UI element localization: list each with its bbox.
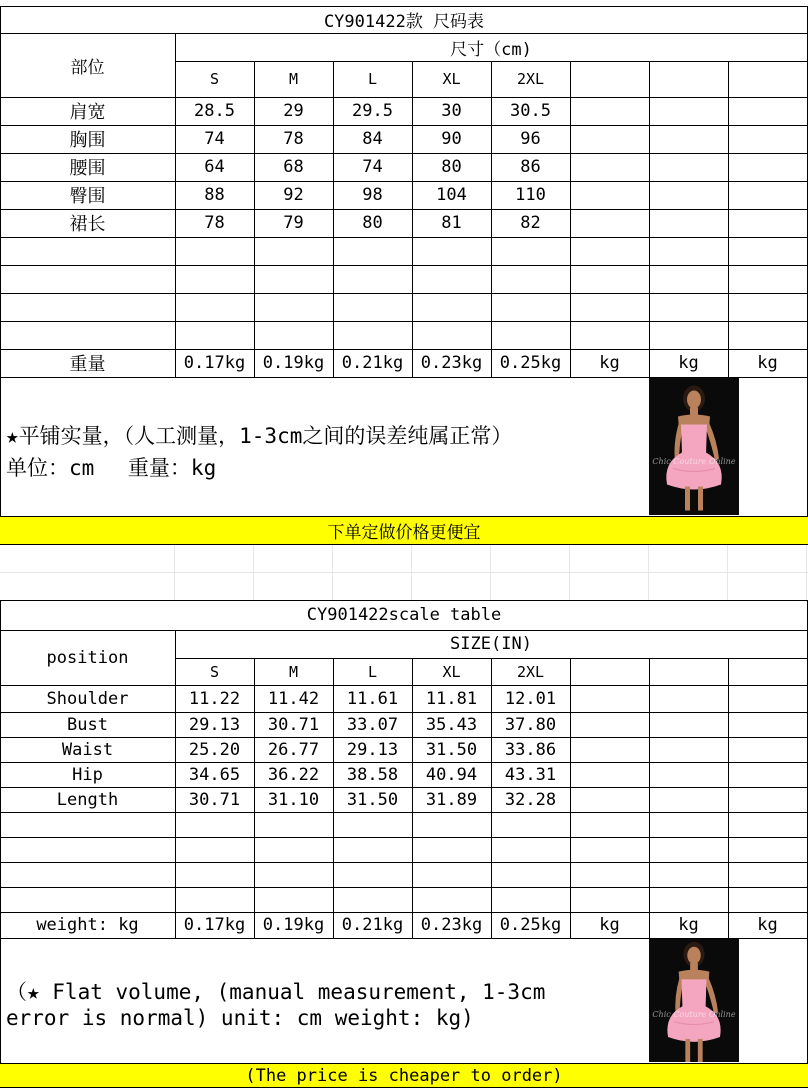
size-header-6 <box>649 658 728 685</box>
spacer-gridline <box>0 572 808 573</box>
grid-line-vertical <box>175 33 176 377</box>
dress-photo <box>649 378 739 515</box>
row-label: Bust <box>67 714 108 735</box>
measure-value: 80 <box>362 213 383 233</box>
row-label: 胸围 <box>69 130 106 151</box>
grid-line-vertical <box>728 658 729 938</box>
note-line-1: ★平铺实量，（人工测量，1-3cm之间的误差纯属正常） <box>6 424 513 448</box>
measure-value: 29 <box>283 101 304 121</box>
size-header-7 <box>728 658 807 685</box>
measure-value: 68 <box>283 157 304 177</box>
weight-label: weight: kg <box>36 915 139 935</box>
grid-line-vertical <box>570 61 571 377</box>
grid-line-vertical <box>0 938 1 1063</box>
table-title: CY901422scale table <box>306 605 502 625</box>
weight-label: 重量 <box>69 354 106 375</box>
size-header-1: M <box>288 70 299 88</box>
weight-value: 0.19kg <box>262 915 325 935</box>
measure-value: 92 <box>283 185 304 205</box>
measure-value: 40.94 <box>425 764 478 785</box>
weight-value: 0.25kg <box>499 915 562 935</box>
model-illustration <box>649 378 739 515</box>
part-header: 部位 <box>70 57 105 78</box>
grid-line-vertical <box>333 61 334 377</box>
price-banner: 下单定做价格更便宜 <box>0 517 808 544</box>
grid-line-vertical <box>728 61 729 377</box>
measure-value: 11.22 <box>188 688 241 709</box>
measure-value: 82 <box>520 213 541 233</box>
row-label: 腰围 <box>69 158 106 179</box>
measure-value: 98 <box>362 185 383 205</box>
weight-value: kg <box>678 353 699 373</box>
size-header-5 <box>570 658 649 685</box>
row-label: Length <box>56 789 119 810</box>
measure-value: 11.42 <box>267 688 320 709</box>
weight-value: 0.21kg <box>341 915 404 935</box>
size-header-7 <box>728 61 807 97</box>
measure-value: 26.77 <box>267 739 320 760</box>
grid-line-horizontal <box>0 293 808 294</box>
weight-value: kg <box>757 915 778 935</box>
measure-value: 110 <box>515 185 546 205</box>
weight-value: 0.25kg <box>499 353 562 373</box>
grid-line-horizontal <box>0 265 808 266</box>
measure-value: 37.80 <box>504 714 557 735</box>
measure-value: 64 <box>204 157 225 177</box>
row-label: 臀围 <box>69 186 106 207</box>
measure-value: 30.71 <box>267 714 320 735</box>
size-header-4: 2XL <box>516 662 545 681</box>
grid-line-vertical <box>412 658 413 938</box>
measure-value: 31.50 <box>425 739 478 760</box>
grid-line-vertical <box>175 630 176 938</box>
measure-value: 32.28 <box>504 789 557 810</box>
weight-value: 0.23kg <box>420 915 483 935</box>
row-label: 肩宽 <box>69 102 106 123</box>
size-header-4: 2XL <box>516 70 545 88</box>
grid-line-vertical <box>491 61 492 377</box>
measure-value: 78 <box>204 213 225 233</box>
measure-value: 30 <box>441 101 462 121</box>
measure-value: 78 <box>283 129 304 149</box>
measure-value: 29.5 <box>352 101 393 121</box>
weight-value: kg <box>757 353 778 373</box>
size-header-3: XL <box>442 70 461 88</box>
row-label: Shoulder <box>46 688 129 709</box>
measure-value: 84 <box>362 129 383 149</box>
measure-value: 36.22 <box>267 764 320 785</box>
measure-value: 90 <box>441 129 462 149</box>
part-header: position <box>46 647 129 668</box>
measure-value: 31.89 <box>425 789 478 810</box>
weight-value: 0.17kg <box>183 915 246 935</box>
grid-line-horizontal <box>0 837 808 838</box>
measure-value: 31.10 <box>267 789 320 810</box>
size-header-6 <box>649 61 728 97</box>
measure-value: 74 <box>362 157 383 177</box>
measure-value: 79 <box>283 213 304 233</box>
note-line-2: error is normal) unit: cm weight: kg) <box>6 1006 474 1030</box>
measure-value: 29.13 <box>188 714 241 735</box>
grid-line-horizontal <box>0 237 808 238</box>
measure-value: 11.61 <box>346 688 399 709</box>
grid-line-vertical <box>491 658 492 938</box>
measure-value: 96 <box>520 129 541 149</box>
grid-line-vertical <box>333 658 334 938</box>
measure-value: 28.5 <box>194 101 235 121</box>
unit-header: SIZE(IN) <box>450 634 532 654</box>
weight-value: kg <box>599 915 620 935</box>
measure-value: 104 <box>436 185 467 205</box>
model-illustration <box>649 939 739 1062</box>
measure-value: 29.13 <box>346 739 399 760</box>
photo-watermark: Chic Couture Online <box>652 457 736 467</box>
measure-value: 34.65 <box>188 764 241 785</box>
grid-line-horizontal <box>0 812 808 813</box>
measure-value: 80 <box>441 157 462 177</box>
measure-value: 43.31 <box>504 764 557 785</box>
weight-value: kg <box>599 353 620 373</box>
size-header-5 <box>570 61 649 97</box>
row-label: 裙长 <box>69 214 106 235</box>
measure-value: 31.50 <box>346 789 399 810</box>
measure-value: 86 <box>520 157 541 177</box>
measure-value: 33.07 <box>346 714 399 735</box>
grid-line-vertical <box>649 658 650 938</box>
grid-line-vertical <box>570 658 571 938</box>
price-banner: (The price is cheaper to order) <box>0 1064 808 1087</box>
grid-line-vertical <box>0 6 1 377</box>
measure-value: 11.81 <box>425 688 478 709</box>
weight-value: 0.17kg <box>183 353 246 373</box>
size-header-3: XL <box>442 662 461 681</box>
size-header-1: M <box>288 662 299 681</box>
grid-line-vertical <box>254 61 255 377</box>
row-label: Hip <box>72 764 103 785</box>
measure-value: 30.5 <box>510 101 551 121</box>
measure-value: 74 <box>204 129 225 149</box>
weight-value: 0.19kg <box>262 353 325 373</box>
grid-line-vertical <box>0 377 1 516</box>
measure-value: 25.20 <box>188 739 241 760</box>
size-header-0: S <box>209 662 220 681</box>
measure-value: 30.71 <box>188 789 241 810</box>
measure-value: 35.43 <box>425 714 478 735</box>
grid-line-horizontal <box>0 544 808 545</box>
unit-header: 尺寸（cm) <box>450 39 532 60</box>
weight-value: 0.23kg <box>420 353 483 373</box>
weight-value: 0.21kg <box>341 353 404 373</box>
size-header-0: S <box>209 70 220 88</box>
measure-value: 33.86 <box>504 739 557 760</box>
measure-value: 12.01 <box>504 688 557 709</box>
row-label: Waist <box>61 739 114 760</box>
grid-line-horizontal <box>0 862 808 863</box>
measure-value: 81 <box>441 213 462 233</box>
dress-photo <box>649 939 739 1062</box>
weight-value: kg <box>678 915 699 935</box>
note-line-2: 单位：cm 重量：kg <box>6 456 217 480</box>
measure-value: 88 <box>204 185 225 205</box>
table-title: CY901422款 尺码表 <box>323 12 485 32</box>
grid-line-vertical <box>254 658 255 938</box>
grid-line-vertical <box>649 61 650 377</box>
grid-line-horizontal <box>0 321 808 322</box>
note-line-1: （★ Flat volume, (manual measurement, 1-3cm <box>6 980 546 1004</box>
size-header-2: L <box>367 662 378 681</box>
size-header-2: L <box>367 70 378 88</box>
grid-line-vertical <box>412 61 413 377</box>
measure-value: 38.58 <box>346 764 399 785</box>
grid-line-horizontal <box>0 887 808 888</box>
photo-watermark: Chic Couture Online <box>652 1010 736 1020</box>
grid-line-vertical <box>0 600 1 938</box>
